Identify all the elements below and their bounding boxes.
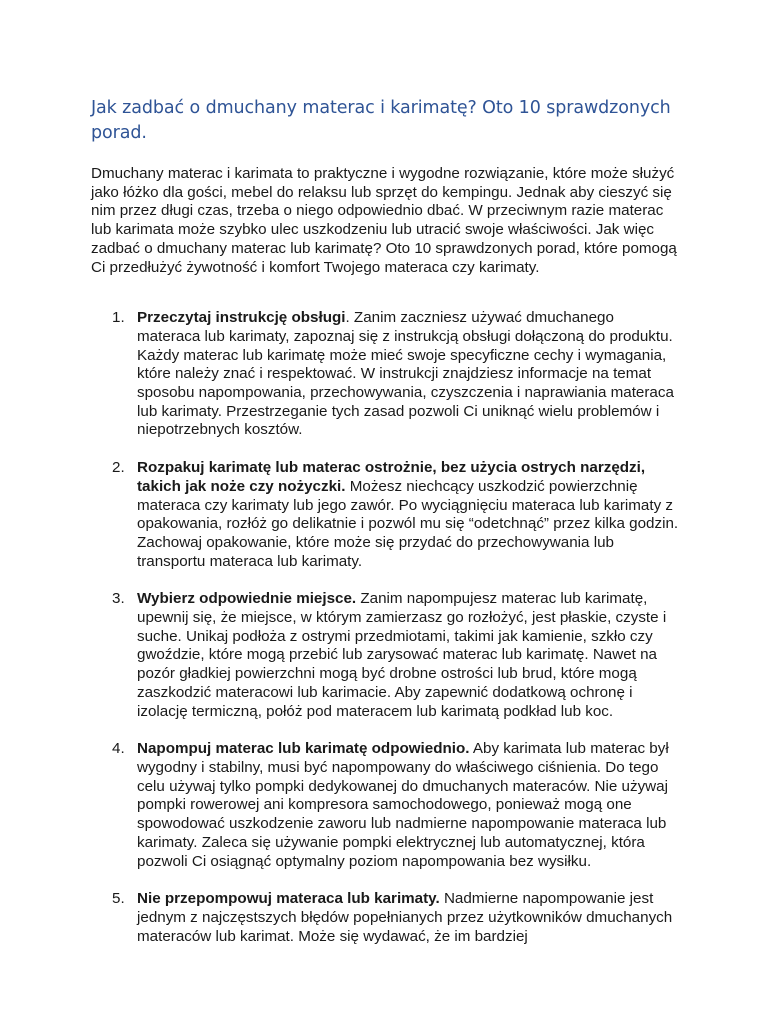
list-item — [91, 309, 680, 440]
tip-body: Zanim napompujesz materac lub karimatę, upewnij się, że miejsce, w którym zamierzasz go rozłożyć, jest płaskie, czyste i suche. Unikaj podłoża z ostrymi przedmiotami, takimi jak kamienie, szkło czy gwoździe, które mogą przebić lub zarysować materac lub karimatę. Nawet na pozór gładkiej powierzchni mogą być drobne ostrości lub brud, które mogą zaszkodzić materacowi lub karimacie. Aby zapewnić dodatkową ochronę i izolację termiczną, połóż pod materacem lub karimatą podkład lub koc. — [137, 590, 667, 720]
list-item — [91, 890, 680, 946]
tip-body: Aby karimata lub materac był wygodny i stabilny, musi być napompowany do właściwego ciśnienia. Do tego celu używaj tylko pompki dedykowanej do dmuchanych materaców. Nie używaj pompki rowerowej ani kompresora samochodowego, ponieważ mogą one spowodować uszkodzenie zaworu lub nadmierne napompowanie materaca lub karimaty. Zaleca się używanie pompki elektrycznej lub automatycznej, która pozwoli Ci osiągnąć optymalny poziom napompowania bez wysiłku. — [137, 740, 669, 870]
intro-paragraph: Dmuchany materac i karimata to praktyczne i wygodne rozwiązanie, które może służyć jako łóżko dla gości, mebel do relaksu lub sprzęt do kempingu. Jednak aby cieszyć się nim przez długi czas, trzeba o niego odpowiednio dbać. W przeciwnym razie materac lub karimata może szybko ulec uszkodzeniu lub utracić swoje właściwości. Jak więc zadbać o dmuchany materac lub karimatę? Oto 10 sprawdzonych porad, które pomogą Ci przedłużyć żywotność i komfort Twojego materaca czy karimaty. — [91, 165, 677, 276]
tip-heading: Wybierz odpowiednie miejsce. — [137, 590, 357, 608]
list-number: 3. — [112, 590, 125, 608]
list-number: 2. — [112, 459, 125, 477]
document-title: Jak zadbać o dmuchany materac i karimatę? Oto 10 sprawdzonych porad. — [91, 98, 671, 143]
tip-body: Możesz niechcący uszkodzić powierzchnię materaca czy karimaty lub jego zawór. Po wyciągnięciu materaca lub karimaty z opakowania, rozłóż go delikatnie i pozwól mu się “odetchnąć” przez kilka godzin. Zachowaj opakowanie, które może się przydać do przechowywania lub transportu materaca lub karimaty. — [137, 477, 679, 570]
tip-heading: Napompuj materac lub karimatę odpowiednio. — [137, 740, 470, 758]
list-number: 5. — [112, 890, 125, 908]
tips-list — [91, 309, 680, 946]
tip-body: Nadmierne napompowanie jest jednym z najczęstszych błędów popełnianych przez użytkowników dmuchanych materaców lub karimat. Może się wydawać, że im bardziej — [137, 890, 673, 945]
tip-heading: Nie przepompowuj materaca lub karimaty. — [137, 890, 440, 908]
tip-heading: Przeczytaj instrukcję obsługi — [137, 309, 346, 327]
list-item — [91, 459, 680, 571]
list-number: 4. — [112, 740, 125, 758]
list-item — [91, 590, 680, 721]
tip-heading: Rozpakuj karimatę lub materac ostrożnie, bez użycia ostrych narzędzi, takich jak noże czy nożyczki. — [137, 459, 646, 495]
list-number: 1. — [112, 309, 125, 327]
tip-body: . Zanim zaczniesz używać dmuchanego materaca lub karimaty, zapoznaj się z instrukcją obsługi dołączoną do produktu. Każdy materac lub karimatę może mieć swoje specyficzne cechy i wymagania, które należy znać i respektować. W instrukcji znajdziesz informacje na temat sposobu napompowania, przechowywania, czyszczenia i naprawiania materaca lub karimaty. Przestrzeganie tych zasad pozwoli Ci uniknąć wielu problemów i niepotrzebnych kosztów. — [137, 309, 674, 439]
list-item — [91, 740, 680, 871]
